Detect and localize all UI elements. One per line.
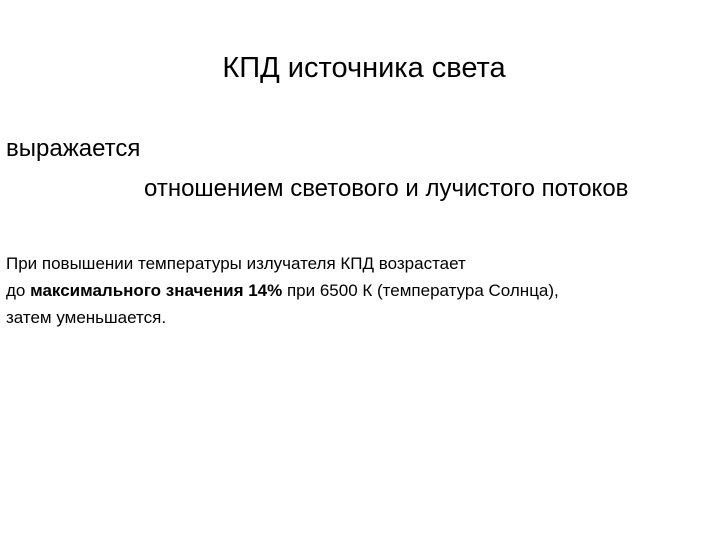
paragraph-row-1: При повышении температуры излучателя КПД возрастает	[6, 254, 466, 273]
row2-suffix: при 6500 К (температура Солнца),	[282, 281, 559, 300]
slide-title: КПД источника света	[222, 52, 506, 84]
temperature-paragraph	[6, 250, 706, 331]
definition-body: отношением светового и лучистого потоков	[144, 175, 629, 202]
definition-lead: выражается	[6, 135, 141, 162]
row2-prefix: до	[6, 281, 31, 300]
paragraph-row-3: затем уменьшается.	[6, 308, 167, 327]
paragraph-row-2	[6, 277, 706, 304]
max-value-emphasis: максимального значения 14%	[30, 281, 283, 300]
